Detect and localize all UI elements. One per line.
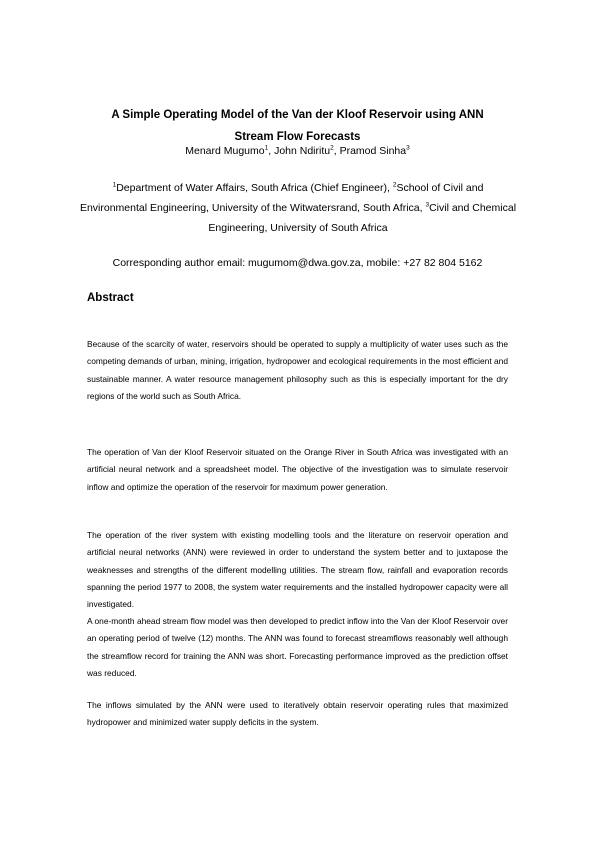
affiliation-text: Civil and Chemical Engineering, University of South Africa bbox=[208, 202, 517, 234]
affiliation-text: Department of Water Affairs, South Africa (Chief Engineer), bbox=[116, 182, 393, 194]
abstract-paragraph: Because of the scarcity of water, reservoirs should be operated to supply a multiplicity of water uses such as the competing demands of urban, mining, irrigation, hydropower and ecological requirements in the most efficient and sustainable manner. A water resource management philosophy such as this is especially important for the dry regions of the world such as South Africa. bbox=[87, 339, 508, 401]
corresponding-author: Corresponding author email: mugumom@dwa.gov.za, mobile: +27 82 804 5162 bbox=[112, 257, 483, 269]
affiliation-mark: 3 bbox=[425, 201, 430, 209]
title-line-1: A Simple Operating Model of the Van der Kloof Reservoir using ANN bbox=[111, 109, 484, 121]
abstract-paragraph: The operation of the river system with existing modelling tools and the literature on reservoir operation and artificial neural networks (ANN) were reviewed in order to understand the system better and to juxtapose the weaknesses and strengths of the different modelling utilities. The stream flow, rainfall and evaporation records spanning the period 1977 to 2008, the system water requirements and the installed hydropower capacity were all investigated. bbox=[87, 530, 508, 610]
author-affiliation-mark: 2 bbox=[330, 144, 334, 152]
author-list: Menard Mugumo$^1$, John Ndiritu$^2$, Pramod Sinha$^3$ bbox=[185, 144, 410, 157]
affiliation-mark: 1 bbox=[112, 181, 117, 189]
author-name: Pramod Sinha bbox=[339, 145, 407, 157]
abstract-paragraph: The operation of Van der Kloof Reservoir situated on the Orange River in South Africa was investigated with an artificial neural network and a spreadsheet model. The objective of the investigation was to simulate reservoir inflow and optimize the operation of the reservoir for maximum power generation. bbox=[87, 447, 508, 492]
affiliation-mark: 2 bbox=[392, 181, 397, 189]
title-line-2: Stream Flow Forecasts bbox=[234, 131, 361, 143]
abstract-heading: Abstract bbox=[87, 292, 134, 304]
abstract-paragraph: A one-month ahead stream flow model was then developed to predict inflow into the Van der Kloof Reservoir over an operating period of twelve (12) months. The ANN was found to forecast streamflows reasonably well although the streamflow record for training the ANN was short. Forecasting performance improved as the prediction offset was reduced. bbox=[87, 616, 508, 678]
author-name: John Ndiritu bbox=[274, 145, 331, 157]
author-name: Menard Mugumo bbox=[185, 145, 265, 157]
author-affiliation-mark: 3 bbox=[406, 144, 410, 152]
author-affiliation-mark: 1 bbox=[264, 144, 269, 152]
paper-title bbox=[60, 104, 535, 148]
affiliation-text: School of Civil and Environmental Engineering, University of the Witwatersrand, South Africa, bbox=[79, 182, 484, 214]
abstract-paragraph: The inflows simulated by the ANN were used to iteratively obtain reservoir operating rules that maximized hydropower and minimized water supply deficits in the system. bbox=[87, 700, 508, 728]
affiliations bbox=[78, 178, 518, 238]
